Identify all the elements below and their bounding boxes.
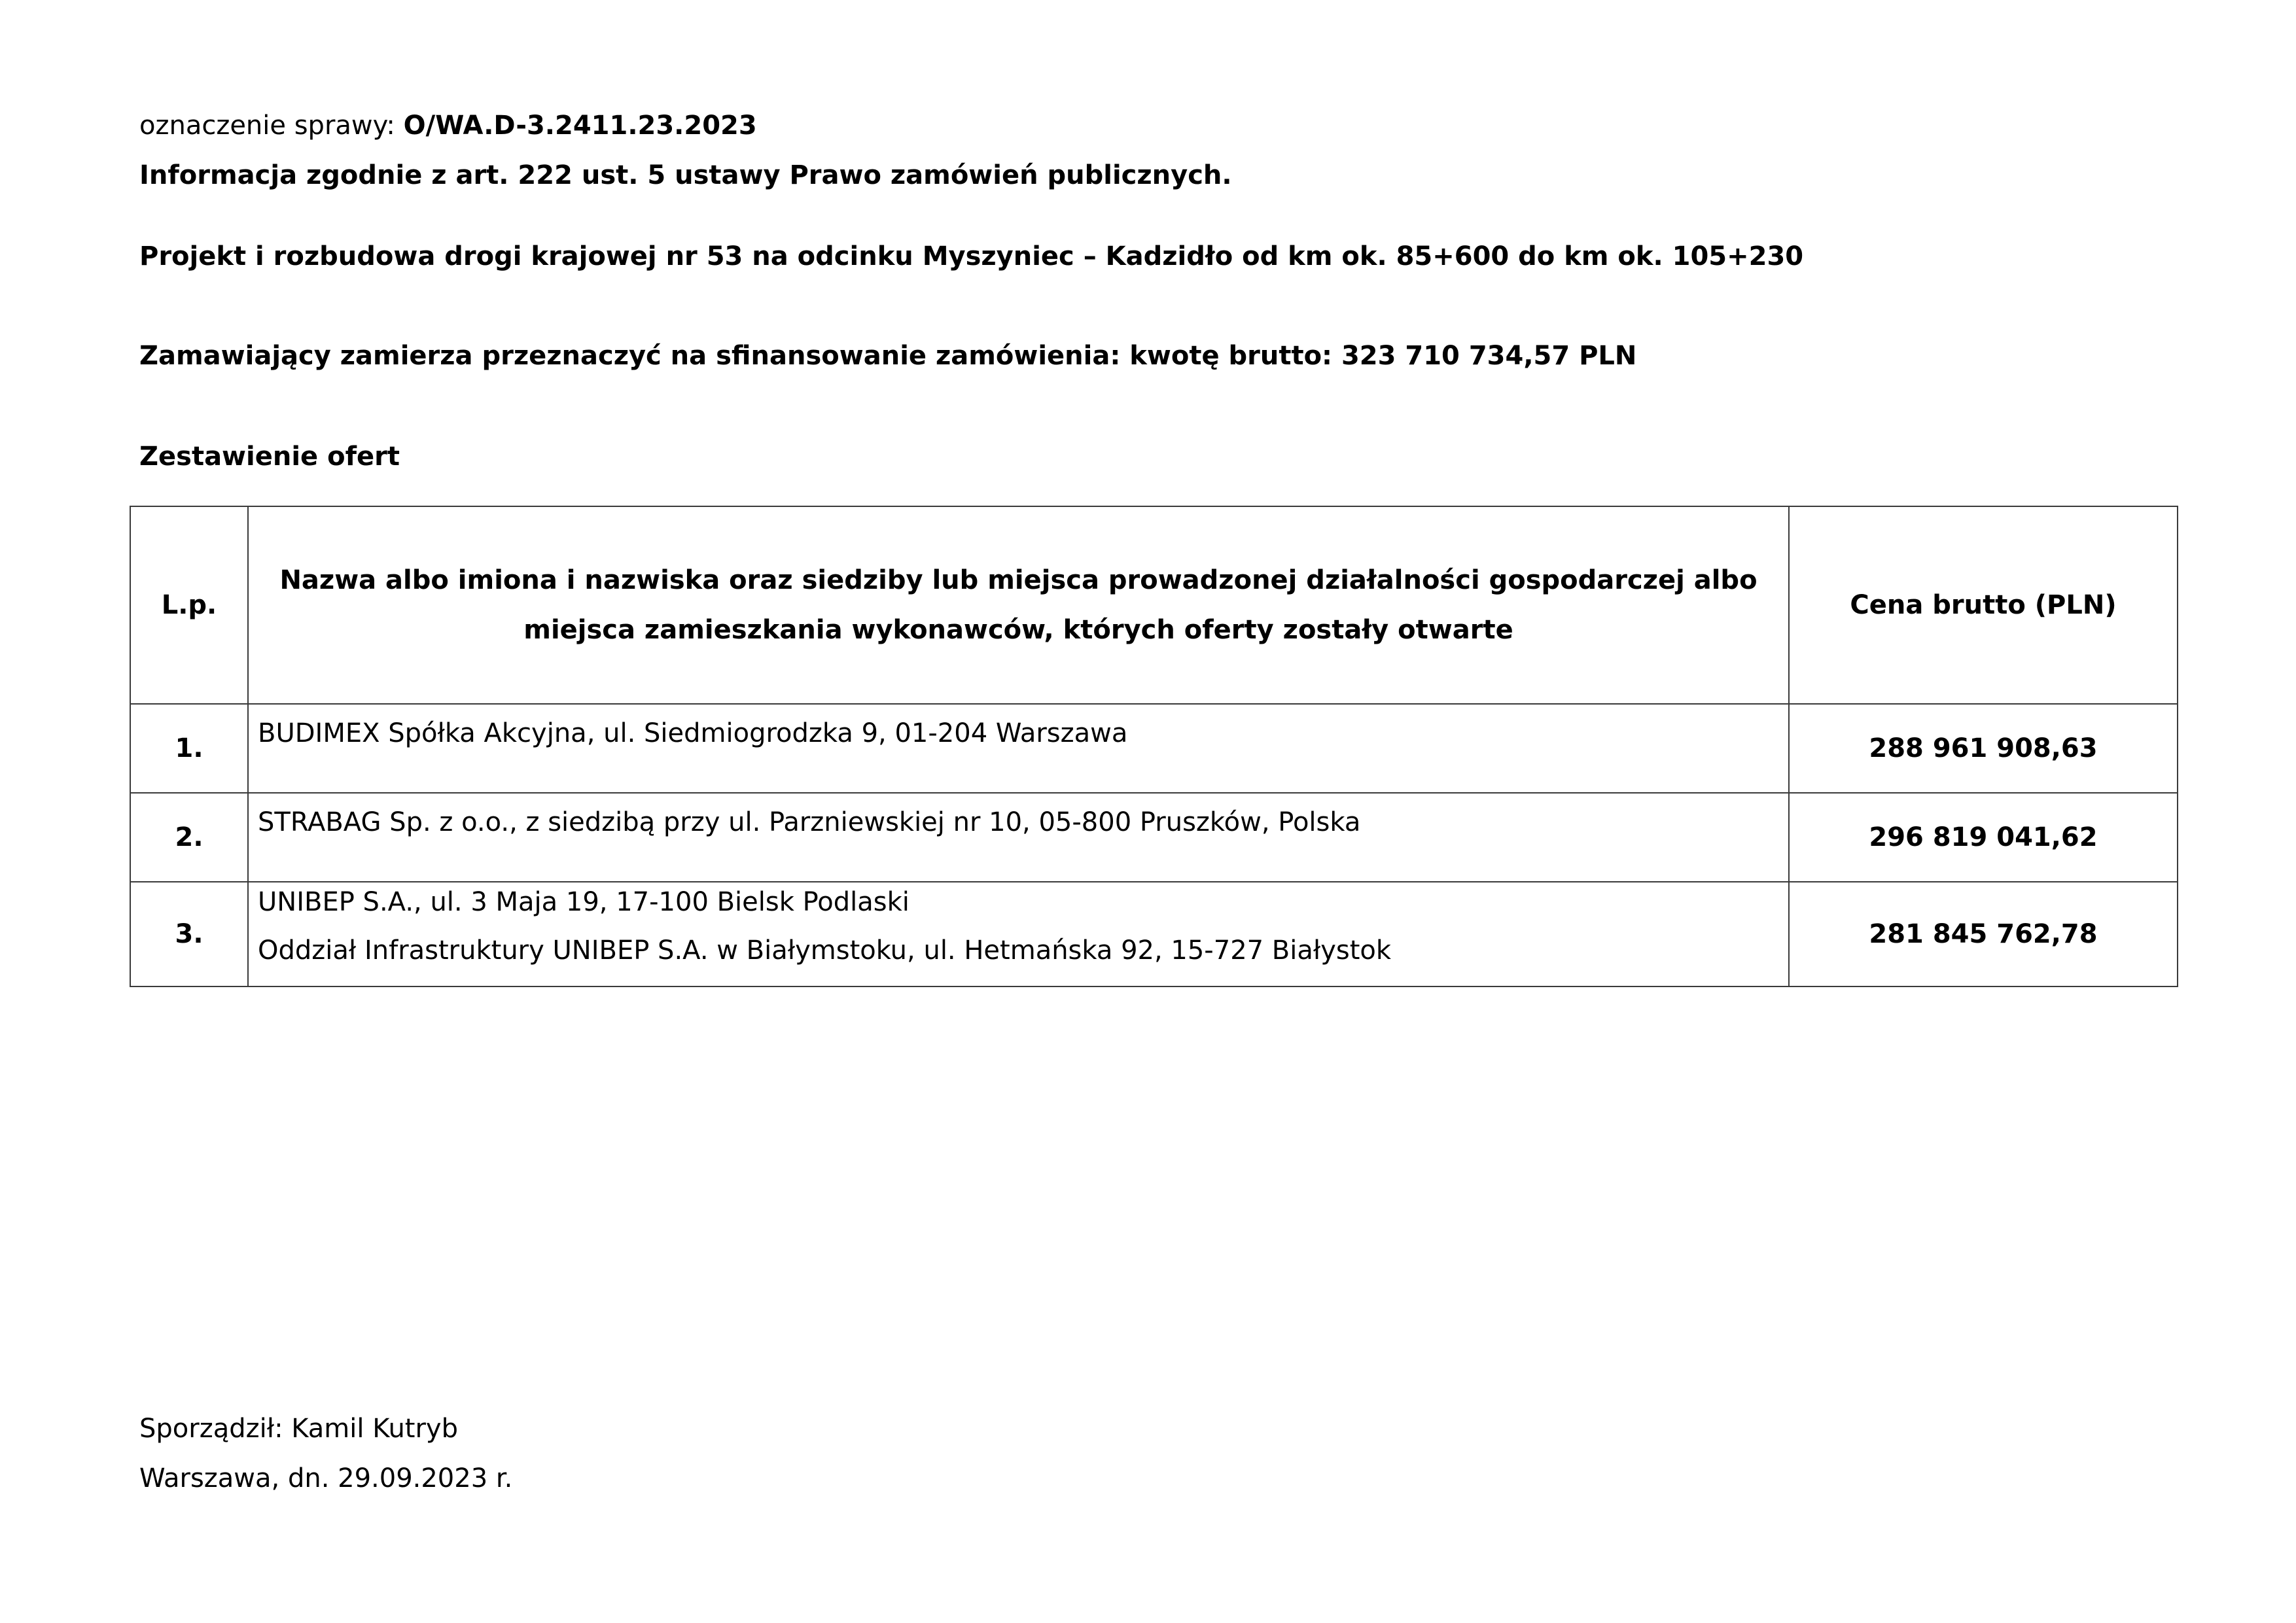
prepared-by: Sporządził: Kamil Kutryb — [139, 1414, 458, 1444]
row-number: 2. — [130, 793, 248, 882]
column-header-contractor: Nazwa albo imiona i nazwiska oraz siedziby lub miejsca prowadzonej działalności gospodarczej albo miejsca zamieszkania wykonawców, których oferty zostały otwarte — [248, 506, 1789, 704]
case-label: oznaczenie sprawy: — [139, 111, 404, 141]
budget-statement: Zamawiający zamierza przeznaczyć na sfinansowanie zamówienia: kwotę brutto: 323 710 734,57 PLN — [139, 341, 1637, 371]
offer-price: 296 819 041,62 — [1789, 793, 2178, 882]
offer-price: 281 845 762,78 — [1789, 882, 2178, 986]
table-row — [130, 793, 2178, 882]
project-title: Projekt i rozbudowa drogi krajowej nr 53 na odcinku Myszyniec – Kadzidło od km ok. 85+600 do km ok. 105+230 — [139, 241, 1804, 271]
column-header-price: Cena brutto (PLN) — [1789, 506, 2178, 704]
contractor-branch-line: Oddział Infrastruktury UNIBEP S.A. w Białymstoku, ul. Hetmańska 92, 15-727 Białystok — [258, 935, 1392, 966]
table-header-row — [130, 506, 2178, 704]
offers-heading: Zestawienie ofert — [139, 442, 400, 472]
table-row — [130, 704, 2178, 793]
case-reference — [139, 110, 757, 141]
contractor-line: BUDIMEX Spółka Akcyjna, ul. Siedmiogrodzka 9, 01-204 Warszawa — [258, 718, 1128, 748]
contractor-name — [248, 882, 1789, 986]
offer-price: 288 961 908,63 — [1789, 704, 2178, 793]
offers-table — [130, 506, 2178, 987]
contractor-line: STRABAG Sp. z o.o., z siedzibą przy ul. Parzniewskiej nr 10, 05-800 Pruszków, Polska — [258, 807, 1361, 837]
contractor-name — [248, 704, 1789, 793]
legal-basis-line: Informacja zgodnie z art. 222 ust. 5 ustawy Prawo zamówień publicznych. — [139, 160, 1232, 190]
contractor-name — [248, 793, 1789, 882]
row-number: 1. — [130, 704, 248, 793]
place-and-date: Warszawa, dn. 29.09.2023 r. — [139, 1463, 513, 1493]
column-header-lp: L.p. — [130, 506, 248, 704]
contractor-line: UNIBEP S.A., ul. 3 Maja 19, 17-100 Bielsk Podlaski — [258, 887, 910, 917]
table-row — [130, 882, 2178, 986]
row-number: 3. — [130, 882, 248, 986]
case-number: O/WA.D-3.2411.23.2023 — [403, 111, 757, 141]
